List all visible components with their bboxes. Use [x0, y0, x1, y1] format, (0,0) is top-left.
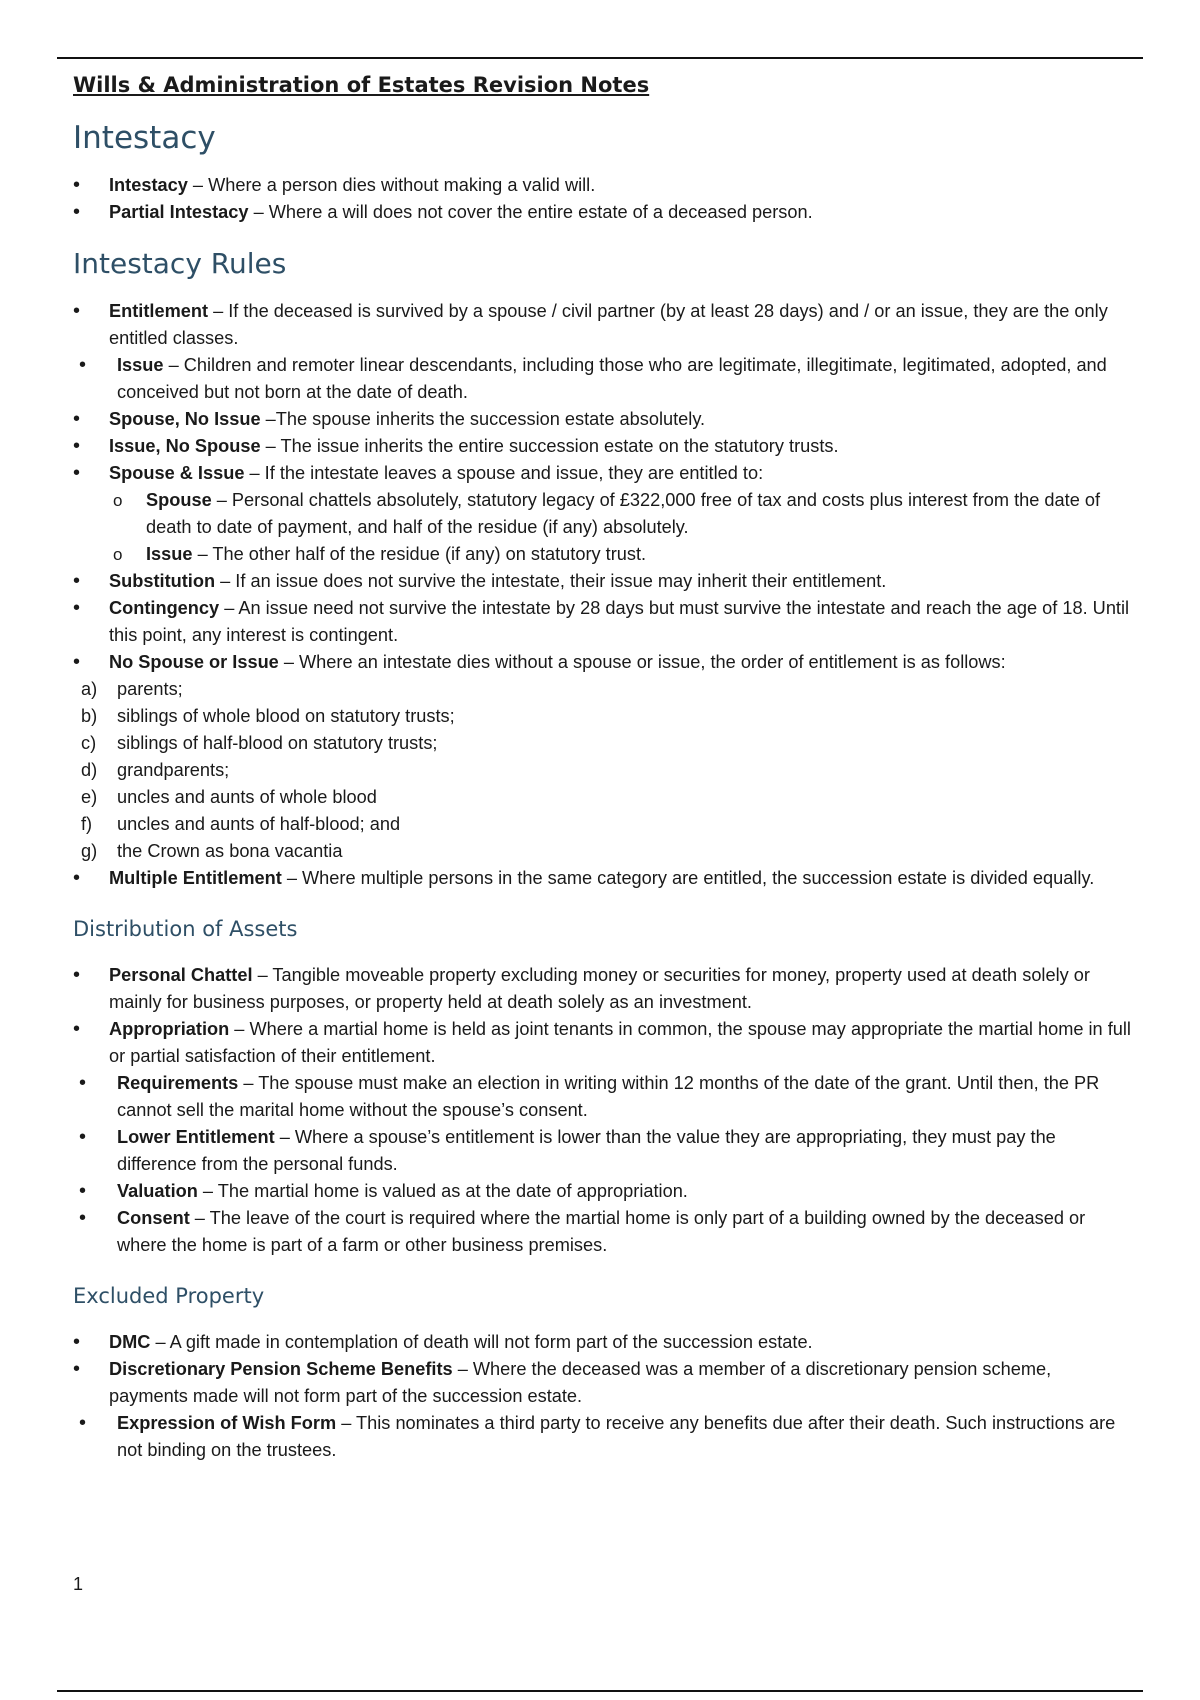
list-item: • Consent – The leave of the court is required where the martial home is only part of a building owned by the deceased or where the home is part of a farm or other business premises. [73, 1205, 1133, 1259]
entitlement-order-list [73, 676, 1133, 865]
list-item: b) siblings of whole blood on statutory trusts; [81, 706, 455, 726]
list-item: • Issue, No Spouse – The issue inherits the entire succession estate on the statutory trusts. [73, 433, 1133, 460]
list-item: • Contingency – An issue need not survive the intestate by 28 days but must survive the intestate and reach the age of 18. Until this point, any interest is contingent. [73, 595, 1133, 649]
list-item: o Spouse – Personal chattels absolutely, statutory legacy of £322,000 free of tax and costs plus interest from the date of death to date of payment, and half of the residue (if any) absolutely. [73, 487, 1133, 541]
list-item: e) uncles and aunts of whole blood [81, 787, 377, 807]
intestacy-list [73, 172, 1133, 226]
list-item: • Valuation – The martial home is valued as at the date of appropriation. [73, 1178, 1133, 1205]
list-item: • Intestacy – Where a person dies without making a valid will. [73, 172, 1133, 199]
sub-list [73, 1410, 1133, 1464]
list-item: c) siblings of half-blood on statutory trusts; [81, 733, 438, 753]
document-page [73, 70, 1133, 1464]
list-item: g) the Crown as bona vacantia [81, 841, 343, 861]
list-item: • No Spouse or Issue – Where an intestate dies without a spouse or issue, the order of entitlement is as follows: a) parents; b) siblings of whole blood on statutory trusts; c) siblings of half-blood on statutory trusts; d) grandparents; e) uncles and aunts of whole blood f) uncles and aunts of half-blood; and g) the Crown as bona vacantia [73, 649, 1133, 865]
list-item: • Lower Entitlement – Where a spouse’s entitlement is lower than the value they are appropriating, they must pay the difference from the personal funds. [73, 1124, 1133, 1178]
list-item: • Expression of Wish Form – This nominates a third party to receive any benefits due after their death. Such instructions are not binding on the trustees. [73, 1410, 1133, 1464]
list-item: • Entitlement – If the deceased is survived by a spouse / civil partner (by at least 28 days) and / or an issue, they are the only entitled classes. • Issue – Children and remoter linear descendants, including those who are legitimate, illegitimate, legitimated, adopted, and conceived but not born at the date of death. [73, 298, 1133, 406]
distribution-list [73, 962, 1133, 1259]
list-item: • Substitution – If an issue does not survive the intestate, their issue may inherit their entitlement. [73, 568, 1133, 595]
list-item: • Partial Intestacy – Where a will does not cover the entire estate of a deceased person. [73, 199, 1133, 226]
list-item: • Multiple Entitlement – Where multiple persons in the same category are entitled, the succession estate is divided equally. [73, 865, 1133, 892]
intestacy-rules-list [73, 298, 1133, 892]
section-heading-excluded-property: Excluded Property [73, 1284, 265, 1308]
sub-list [73, 352, 1133, 406]
section-heading-distribution: Distribution of Assets [73, 917, 298, 941]
list-item: f) uncles and aunts of half-blood; and [81, 814, 401, 834]
sub-list [73, 487, 1133, 568]
document-title: Wills & Administration of Estates Revision Notes [73, 73, 650, 97]
list-item: • Spouse & Issue – If the intestate leaves a spouse and issue, they are entitled to: o Spouse – Personal chattels absolutely, statutory legacy of £322,000 free of tax and costs plus interest from the date of death to date of payment, and half of the residue (if any) absolutely. o Issue – The other half of the residue (if any) on statutory trust. [73, 460, 1133, 568]
list-item: o Issue – The other half of the residue (if any) on statutory trust. [73, 541, 1133, 568]
list-item: • Issue – Children and remoter linear descendants, including those who are legitimate, illegitimate, legitimated, adopted, and conceived but not born at the date of death. [73, 352, 1133, 406]
list-item: • Discretionary Pension Scheme Benefits – Where the deceased was a member of a discretionary pension scheme, payments made will not form part of the succession estate. • Expression of Wish Form – This nominates a third party to receive any benefits due after their death. Such instructions are not binding on the trustees. [73, 1356, 1133, 1464]
section-heading-intestacy-rules: Intestacy Rules [73, 247, 287, 280]
footer-rule [57, 1690, 1143, 1692]
list-item: • Requirements – The spouse must make an election in writing within 12 months of the date of the grant. Until then, the PR cannot sell the marital home without the spouse’s consent. [73, 1070, 1133, 1124]
page-number: 1 [73, 1574, 84, 1594]
list-item: • Appropriation – Where a martial home is held as joint tenants in common, the spouse may appropriate the martial home in full or partial satisfaction of their entitlement. • Requirements – The spouse must make an election in writing within 12 months of the date of the grant. Until then, the PR cannot sell the marital home without the spouse’s consent. • Lower Entitlement – Where a spouse’s entitlement is lower than the value they are appropriating, they must pay the difference from the personal funds. • Valuation – The martial home is valued as at the date of appropriation. • Consent – The leave of the court is required where the martial home is only part of a building owned by the deceased or where the home is part of a farm or other business premises. [73, 1016, 1133, 1259]
section-heading-intestacy: Intestacy [73, 120, 216, 156]
list-item: • DMC – A gift made in contemplation of death will not form part of the succession estate. [73, 1329, 1133, 1356]
list-item: d) grandparents; [81, 760, 230, 780]
list-item: • Personal Chattel – Tangible moveable property excluding money or securities for money, property used at death solely or mainly for business purposes, or property held at death solely as an investment. [73, 962, 1133, 1016]
list-item: a) parents; [81, 679, 183, 699]
list-item: • Spouse, No Issue –The spouse inherits the succession estate absolutely. [73, 406, 1133, 433]
header-rule [57, 57, 1143, 59]
sub-list [73, 1070, 1133, 1259]
excluded-list [73, 1329, 1133, 1464]
